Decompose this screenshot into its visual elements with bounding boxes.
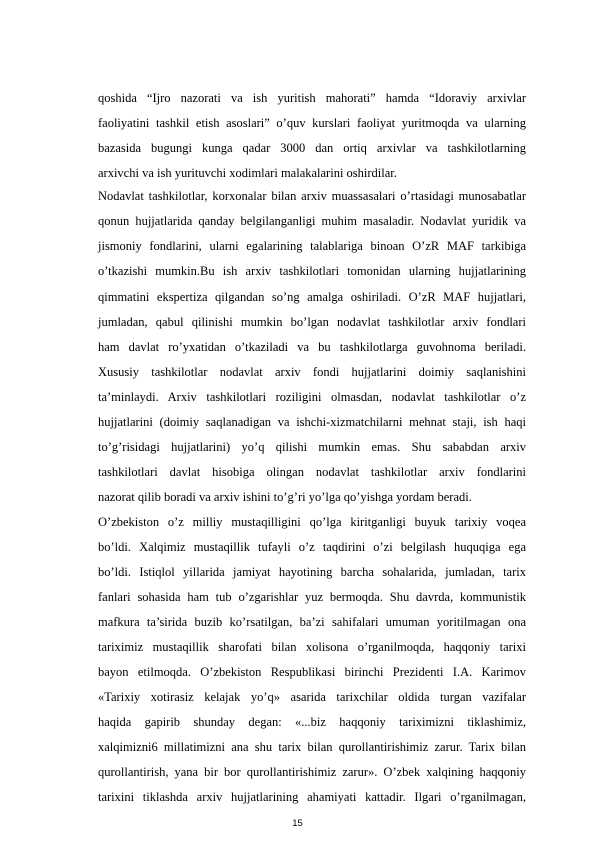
text-line: faoliyatini tashkil etish asoslari” o’quv kurslari faoliyat yuritmoqda va ularning	[98, 116, 526, 130]
text-line: qonun hujjatlarida qanday belgilanganligi muhim masaladir. Nodavlat yuridik va	[98, 214, 526, 228]
text-line: bayon etilmoqda. O’zbekiston Respublikasi birinchi Prezidenti I.A. Karimov	[98, 665, 526, 679]
text-line: o’tkazishi mumkin.Bu ish arxiv tashkilotlari tomonidan ularning hujjatlarining	[98, 264, 526, 278]
text-line: jumladan, qabul qilinishi mumkin bo’lgan nodavlat tashkilotlar arxiv fondlari	[98, 315, 526, 329]
text-line: hujjatlarini (doimiy saqlanadigan va ishchi-xizmatchilarni mehnat staji, ish haqi	[98, 415, 526, 429]
text-line: xalqimizni6 millatimizni ana shu tarix bilan qurollantirishimiz zarur. Tarix bilan	[98, 740, 526, 754]
text-line: qurollantirish, yana bir bor qurollantirishimiz zarur». O’zbek xalqining haqqoniy	[98, 765, 526, 779]
text-line: Nodavlat tashkilotlar, korxonalar bilan arxiv muassasalari o’rtasidagi munosabatlar	[98, 189, 526, 203]
text-line: qoshida “Ijro nazorati va ish yuritish mahorati” hamda “Idoraviy arxivlar	[98, 91, 526, 105]
text-line: mafkura ta’sirida buzib ko’rsatilgan, ba’zi sahifalari umuman yoritilmagan ona	[98, 615, 526, 629]
text-line: qimmatini ekspertiza qilgandan so’ng amalga oshiriladi. O’zR MAF hujjatlari,	[98, 290, 526, 304]
text-line: tarixini tiklashda arxiv hujjatlarining ahamiyati kattadir. Ilgari o’rganilmagan,	[98, 790, 526, 804]
text-line: O’zbekiston o’z milliy mustaqilligini qo’lga kiritganligi buyuk tarixiy voqea	[98, 515, 526, 529]
text-line: fanlari sohasida ham tub o’zgarishlar yuz bermoqda. Shu davrda, kommunistik	[98, 590, 526, 604]
text-line: bo’ldi. Xalqimiz mustaqillik tufayli o’z taqdirini o’zi belgilash huquqiga ega	[98, 540, 526, 554]
text-line: ham davlat ro’yxatidan o’tkaziladi va bu tashkilotlarga guvohnoma beriladi.	[98, 340, 526, 354]
text-line: ta’minlaydi. Arxiv tashkilotlari roziligini olmasdan, nodavlat tashkilotlar o’z	[98, 390, 526, 404]
text-line: arxivchi va ish yurituvchi xodimlari malakalarini oshirdilar.	[98, 166, 397, 180]
text-line: to’g’risidagi hujjatlarini) yo’q qilishi mumkin emas. Shu sababdan arxiv	[98, 440, 526, 454]
text-line: tariximiz mustaqillik sharofati bilan xolisona o’rganilmoqda, haqqoniy tarixi	[98, 640, 526, 654]
text-line: nazorat qilib boradi va arxiv ishini to’g’ri yo’lga qo’yishga yordam beradi.	[98, 490, 472, 504]
page-number: 15	[292, 818, 303, 829]
text-line: bo’ldi. Istiqlol yillarida jamiyat hayotining barcha sohalarida, jumladan, tarix	[98, 565, 526, 579]
text-line: tashkilotlari davlat hisobiga olingan nodavlat tashkilotlar arxiv fondlarini	[98, 465, 526, 479]
text-line: Xususiy tashkilotlar nodavlat arxiv fondi hujjatlarini doimiy saqlanishini	[98, 365, 526, 379]
text-line: jismoniy fondlarini, ularni egalarining talablariga binoan O’zR MAF tarkibiga	[98, 239, 526, 253]
text-line: haqida gapirib shunday degan: «...biz haqqoniy tariximizni tiklashimiz,	[98, 715, 526, 729]
text-line: bazasida bugungi kunga qadar 3000 dan ortiq arxivlar va tashkilotlarning	[98, 141, 526, 155]
text-line: «Tarixiy xotirasiz kelajak yo’q» asarida tarixchilar oldida turgan vazifalar	[98, 690, 526, 704]
